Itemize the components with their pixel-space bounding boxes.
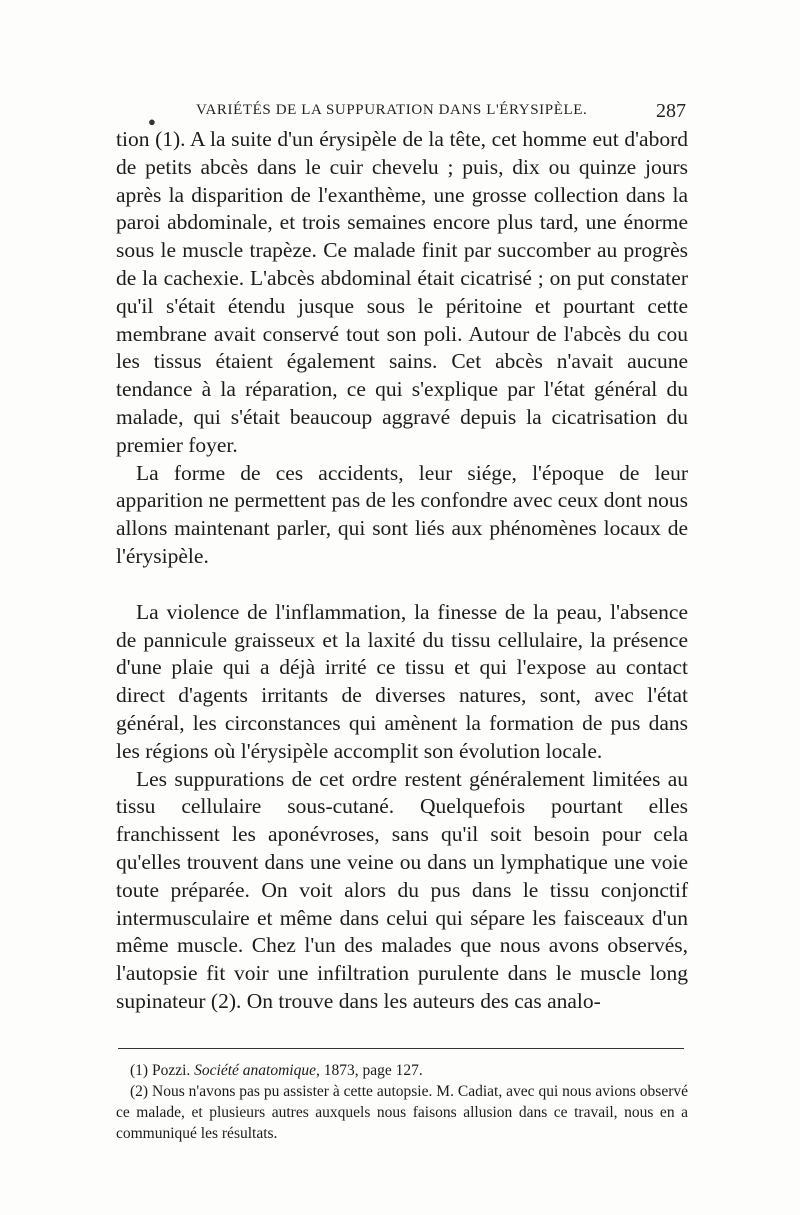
footnote-2: (2) Nous n'avons pas pu assister à cette autopsie. M. Cadiat, avec qui nous avions observé ce malade, et plusieurs autres auxquels nous faisons allusion dans ce travail, nous en a communiqué les résultats. (116, 1083, 688, 1142)
page-number: 287 (656, 100, 686, 122)
footnote-1-reference: (1) Pozzi. (130, 1062, 191, 1079)
footnote-1 (116, 1060, 688, 1081)
paragraph: La violence de l'inflammation, la finesse de la peau, l'absence de pannicule graisseux et la laxité du tissu cellulaire, la présence d'une plaie qui a déjà irrité ce tissu et qui l'expose au contact direct d'agents irritants de diverses natures, sont, avec l'état général, les circonstances qui amènent la formation de pus dans les régions où l'érysipèle accomplit son évolution locale. (116, 599, 688, 763)
chapter-title: VARIÉTÉS DE LA SUPPURATION DANS L'ÉRYSIPÈLE. (196, 102, 588, 118)
footnote-divider (118, 1048, 684, 1049)
footnote-1-journal: Société anatomique (194, 1062, 316, 1079)
paragraph-continuation: tion (1). A la suite d'un érysipèle de la tête, cet homme eut d'abord de petits abcès dans le cuir chevelu ; puis, dix ou quinze jours après la disparition de l'exanthème, une grosse collection dans la paroi abdominale, et trois semaines encore plus tard, une énorme sous le muscle trapèze. Ce malade finit par succomber au progrès de la cachexie. L'abcès abdominal était cicatrisé ; on put constater qu'il s'était étendu jusque sous le péritoine et pourtant cette membrane avait conservé tout son poli. Autour de l'abcès du cou les tissus étaient également sains. Cet abcès n'avait aucune tendance à la réparation, ce qui s'explique par l'état général du malade, qui s'était beaucoup aggravé depuis la cicatrisation du premier foyer. (116, 127, 688, 457)
running-header (148, 100, 686, 129)
footnotes (116, 1060, 688, 1144)
ink-blot-mark: ● (148, 114, 156, 129)
paragraph: Les suppurations de cet ordre restent généralement limitées au tissu cellulaire sous-cutané. Quelquefois pourtant elles franchissent les aponévroses, sans qu'il soit besoin pour cela qu'elles trouvent dans une veine ou dans un lymphatique une voie toute préparée. On voit alors du pus dans le tissu conjonctif intermusculaire et même dans celui qui sépare les faisceaux d'un même muscle. Chez l'un des malades que nous avons observés, l'autopsie fit voir une infiltration purulente dans le muscle long supinateur (2). On trouve dans les auteurs des cas analo- (116, 766, 688, 1013)
paragraph: La forme de ces accidents, leur siége, l'époque de leur apparition ne permettent pas de les confondre avec ceux dont nous allons maintenant parler, qui sont liés aux phénomènes locaux de l'érysipèle. (116, 460, 688, 568)
footnote-1-details: , 1873, page 127. (315, 1062, 423, 1079)
body-text (116, 126, 688, 1016)
